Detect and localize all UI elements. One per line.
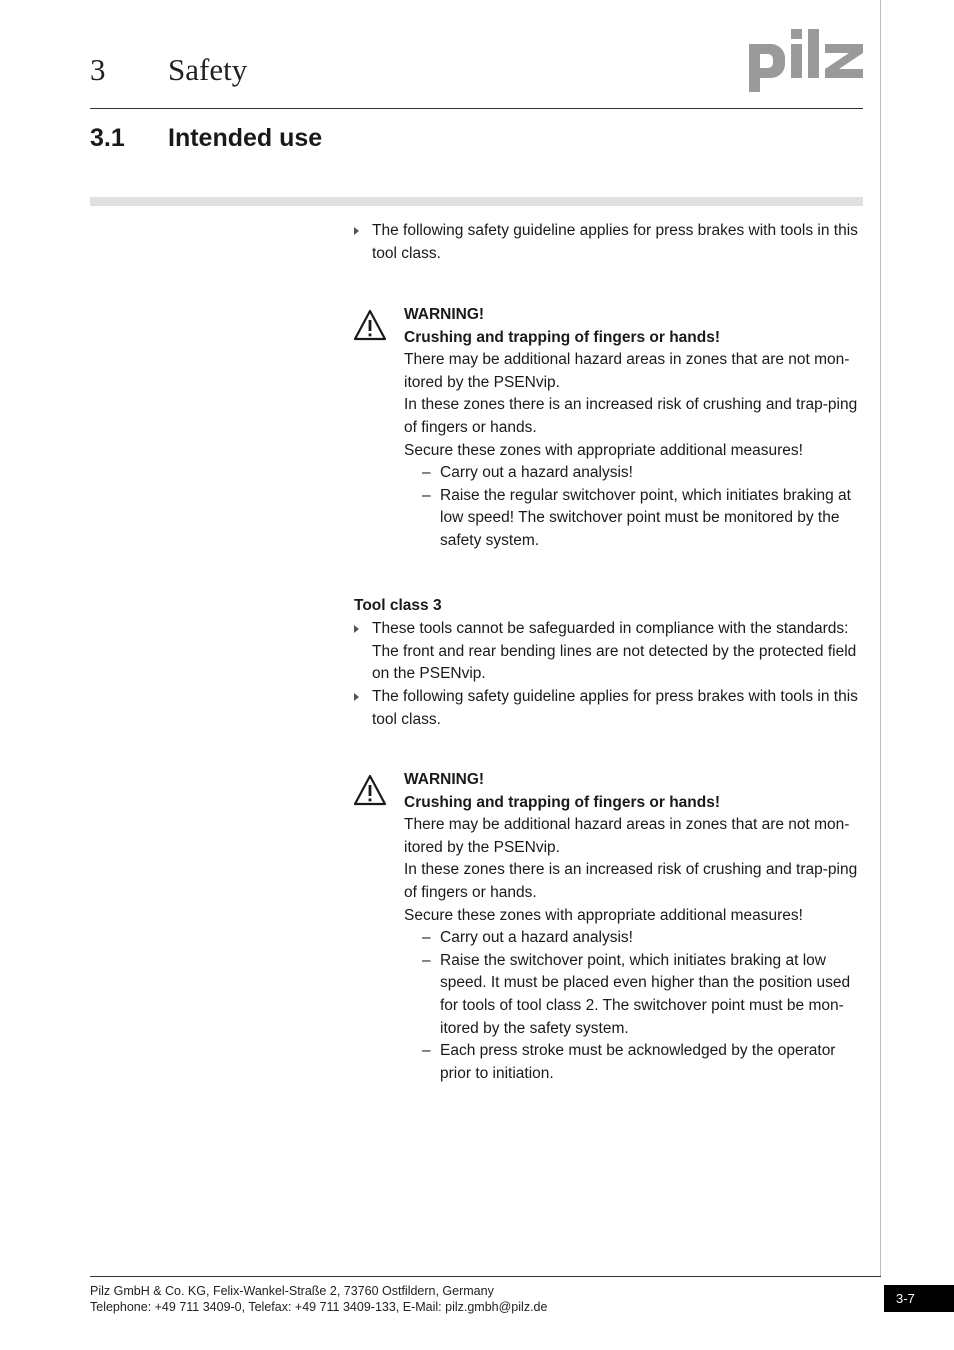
warning-block-1 xyxy=(404,304,866,553)
tool-class-bullet xyxy=(354,686,864,731)
bullet-triangle-icon xyxy=(354,227,359,235)
warning-paragraph: There may be additional hazard areas in zones that are not mon-itored by the PSENvip. xyxy=(404,816,850,856)
footer-line-contact: Telephone: +49 711 3409-0, Telefax: +49 711 3409-133, E-Mail: pilz.gmbh@pilz.de xyxy=(90,1300,548,1314)
warning-paragraph: There may be additional hazard areas in zones that are not mon-itored by the PSENvip. xyxy=(404,351,850,391)
warning-block-2 xyxy=(404,769,866,1085)
section-divider-bar xyxy=(90,197,863,206)
tool-class-heading: Tool class 3 xyxy=(354,597,442,614)
warning-paragraph: Secure these zones with appropriate additional measures! xyxy=(404,906,803,924)
tool-class-bullet-text: These tools cannot be safeguarded in compliance with the standards: The front and rear bending lines are not detected by the protected field on the PSENvip. xyxy=(372,620,857,683)
list-item: – Raise the regular switchover point, which initiates braking at low speed! The switchover point must be monitored by the safety system. xyxy=(422,486,851,549)
list-item: – Carry out a hazard analysis! xyxy=(422,464,633,482)
list-item: – Carry out a hazard analysis! xyxy=(422,929,633,947)
list-item: – Raise the switchover point, which initiates braking at low speed. It must be placed even higher than the position used for tools of tool class 2. The switchover point must be mon-itored by the safety system. xyxy=(422,951,851,1037)
chapter-number: 3 xyxy=(90,52,106,87)
pilz-logo xyxy=(748,26,866,96)
bullet-triangle-icon xyxy=(354,625,359,633)
footer-rule xyxy=(90,1276,881,1277)
intro-bullet xyxy=(354,220,864,265)
section-number: 3.1 xyxy=(90,124,125,152)
tool-class-bullet xyxy=(354,618,864,686)
warning-triangle-icon xyxy=(352,308,388,342)
page-margin-line xyxy=(880,0,881,1277)
warning-triangle-icon xyxy=(352,773,388,807)
tool-class-bullet-text: The following safety guideline applies for press brakes with tools in this tool class. xyxy=(372,688,858,728)
warning-paragraph: Secure these zones with appropriate additional measures! xyxy=(404,441,803,459)
warning-label: WARNING! xyxy=(404,771,485,788)
warning-measures-list xyxy=(404,927,866,1085)
bullet-triangle-icon xyxy=(354,693,359,701)
header-rule xyxy=(90,108,863,109)
footer-address xyxy=(90,1283,547,1315)
warning-paragraph: In these zones there is an increased risk of crushing and trap-ping of fingers or hands. xyxy=(404,396,858,436)
page-number-badge: 3-7 xyxy=(884,1285,954,1312)
warning-measures-list xyxy=(404,462,866,552)
chapter-title: Safety xyxy=(168,52,248,87)
section-title: Intended use xyxy=(168,124,323,152)
warning-label: WARNING! xyxy=(404,306,485,323)
warning-heading: Crushing and trapping of fingers or hands! xyxy=(404,328,721,346)
warning-heading: Crushing and trapping of fingers or hands! xyxy=(404,793,721,811)
list-item: – Each press stroke must be acknowledged by the operator prior to initiation. xyxy=(422,1042,836,1082)
warning-paragraph: In these zones there is an increased risk of crushing and trap-ping of fingers or hands. xyxy=(404,861,858,901)
intro-bullet-text: The following safety guideline applies for press brakes with tools in this tool class. xyxy=(372,222,858,262)
footer-line-address: Pilz GmbH & Co. KG, Felix-Wankel-Straße 2, 73760 Ostfildern, Germany xyxy=(90,1284,494,1298)
